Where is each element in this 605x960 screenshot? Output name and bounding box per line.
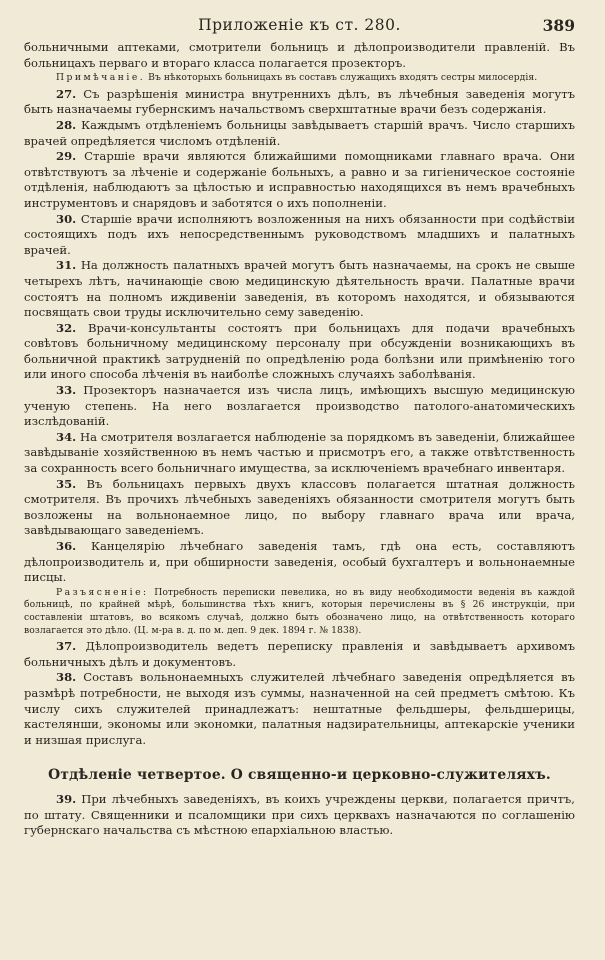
paragraph-continued: больничными аптеками, смотрители больницъ и дѣлопроизводители правленій. Въ больницахъ перваго и втораго класса полагается прозекторъ.	[24, 40, 575, 70]
article-31	[24, 258, 575, 320]
article-number: 38.	[56, 670, 77, 685]
note-razyasnenie	[24, 587, 575, 637]
article-text: При лѣчебныхъ заведеніяхъ, въ коихъ учреждены церкви, полагается причтъ, по штату. Священники и псаломщики при сихъ церквахъ назначаются по соглашенію губернскаго начальства съ мѣстною епархіальною властью.	[24, 791, 575, 838]
article-number: 39.	[56, 791, 77, 806]
article-text: Прозекторъ назначается изъ числа лицъ, имѣющихъ высшую медицинскую ученую степень. На него возлагается производство патолого-анатомическихъ изслѣдованій.	[24, 383, 575, 429]
note-text: Потребность переписки певелика, но въ виду необходимости веденія въ каждой больницѣ, по крайней мѣрѣ, большинства тѣхъ книгъ, которыя перечислены въ § 26 инструкціи, при составленіи штатовъ, во всякомъ случаѣ, должно быть обозначено лицо, на отвѣтственность котораго возлагается это дѣло. (Ц. м-ра в. д. по м. деп. 9 дек. 1894 г. № 1838).	[24, 586, 575, 636]
article-35	[24, 477, 575, 539]
article-33	[24, 383, 575, 430]
article-39	[24, 792, 575, 839]
article-text: Старшіе врачи исполняютъ возложенныя на нихъ обязанности при содѣйствіи состоящихъ подъ ихъ непосредственнымъ руководствомъ младшихъ и палатныхъ врачей.	[24, 211, 575, 257]
article-number: 30.	[56, 211, 77, 226]
running-head	[24, 14, 575, 40]
note-label: Разъясненіе:	[56, 586, 149, 598]
article-text: Старшіе врачи являются ближайшими помощниками главнаго врача. Они отвѣтствуютъ за лѣченіе и содержаніе больныхъ, а равно и за гигіеническое состояніе отдѣленія, наблюдаютъ за цѣлостью и исправностью находящихся въ немъ врачебныхъ инструментовъ и снарядовъ и заботятся о ихъ пополненіи.	[24, 149, 575, 210]
article-27	[24, 87, 575, 118]
note-label: Примѣчаніе.	[56, 72, 146, 84]
article-number: 31.	[56, 258, 77, 273]
article-number: 28.	[56, 117, 77, 132]
article-38	[24, 670, 575, 748]
note-text: Въ нѣкоторыхъ больницахъ въ составъ служащихъ входятъ сестры милосердія.	[145, 72, 538, 84]
article-number: 34.	[56, 429, 77, 444]
article-36	[24, 539, 575, 586]
article-number: 29.	[56, 149, 77, 164]
article-32	[24, 321, 575, 383]
article-34	[24, 430, 575, 477]
article-text: Въ больницахъ первыхъ двухъ классовъ полагается штатная должность смотрителя. Въ прочихъ лѣчебныхъ заведеніяхъ обязанности смотрителя могутъ быть возложены на вольнонаемное лицо, по выбору главнаго врача или врача, завѣдывающаго заведеніемъ.	[24, 476, 575, 538]
article-text: Составъ вольнонаемныхъ служителей лѣчебнаго заведенія опредѣляется въ размѣрѣ потребности, не выходя изъ суммы, назначенной на сей предметъ смѣтою. Къ числу сихъ служителей принадлежатъ: нештатные фельдшеры, фельдшерицы, кастелянши, экономы или экономки, палатныя надзирательницы, аптекарскіе ученики и низшая прислуга.	[24, 670, 575, 747]
article-number: 37.	[56, 639, 77, 654]
article-number: 27.	[56, 86, 77, 101]
article-29	[24, 149, 575, 211]
article-text: На должность палатныхъ врачей могутъ быть назначаемы, на срокъ не свыше четырехъ лѣтъ, начинающіе свою медицинскую дѣятельность врачи. Палатные врачи состоятъ на полномъ иждивеніи заведенія, въ которомъ находятся, и обязываются посвящать свои труды исключительно сему заведенію.	[24, 258, 575, 320]
article-text: На смотрителя возлагается наблюденіе за порядкомъ въ заведеніи, ближайшее завѣдываніе хозяйственною въ немъ частью и присмотръ его, а также отвѣтственность за сохранность всего больничнаго имущества, за исключеніемъ врачебнаго инвентаря.	[24, 429, 575, 476]
article-number: 33.	[56, 383, 77, 398]
article-number: 36.	[56, 539, 77, 553]
article-30	[24, 212, 575, 259]
article-number: 35.	[56, 476, 77, 491]
article-number: 32.	[56, 320, 77, 335]
page-number: 389	[542, 16, 575, 35]
article-37	[24, 639, 575, 670]
section-heading: Отдѣленіе четвертое. О священно-и церковно-служителяхъ.	[48, 767, 551, 784]
article-text: Каждымъ отдѣленіемъ больницы завѣдываетъ старшій врачъ. Число старшихъ врачей опредѣляется числомъ отдѣленій.	[24, 117, 575, 148]
article-text: Дѣлопроизводитель ведетъ переписку правленія и завѣдываетъ архивомъ больничныхъ дѣлъ и документовъ.	[24, 639, 575, 669]
article-text: Врачи-консультанты состоятъ при больницахъ для подачи врачебныхъ совѣтовъ больничному медицинскому персоналу при обсужденіи возникающихъ въ больничной практикѣ затрудненій по опредѣленію рода болѣзни или примѣненію того или иного способа лѣченія въ наиболѣе сложныхъ случаяхъ заболѣванія.	[24, 320, 575, 382]
article-28	[24, 118, 575, 149]
article-text: Канцелярію лѣчебнаго заведенія тамъ, гдѣ она есть, составляютъ дѣлопроизводитель и, при обширности заведенія, особый бухгалтеръ и вольнонаемные писцы.	[24, 539, 575, 585]
main-text	[24, 40, 575, 839]
article-text: Съ разрѣшенія министра внутреннихъ дѣлъ, въ лѣчебныя заведенія могутъ быть назначаемы губернскимъ начальствомъ сверхштатные врачи безъ содержанія.	[24, 86, 575, 117]
note-primechanie	[24, 72, 575, 85]
running-title: Приложеніе къ ст. 280.	[198, 16, 401, 34]
